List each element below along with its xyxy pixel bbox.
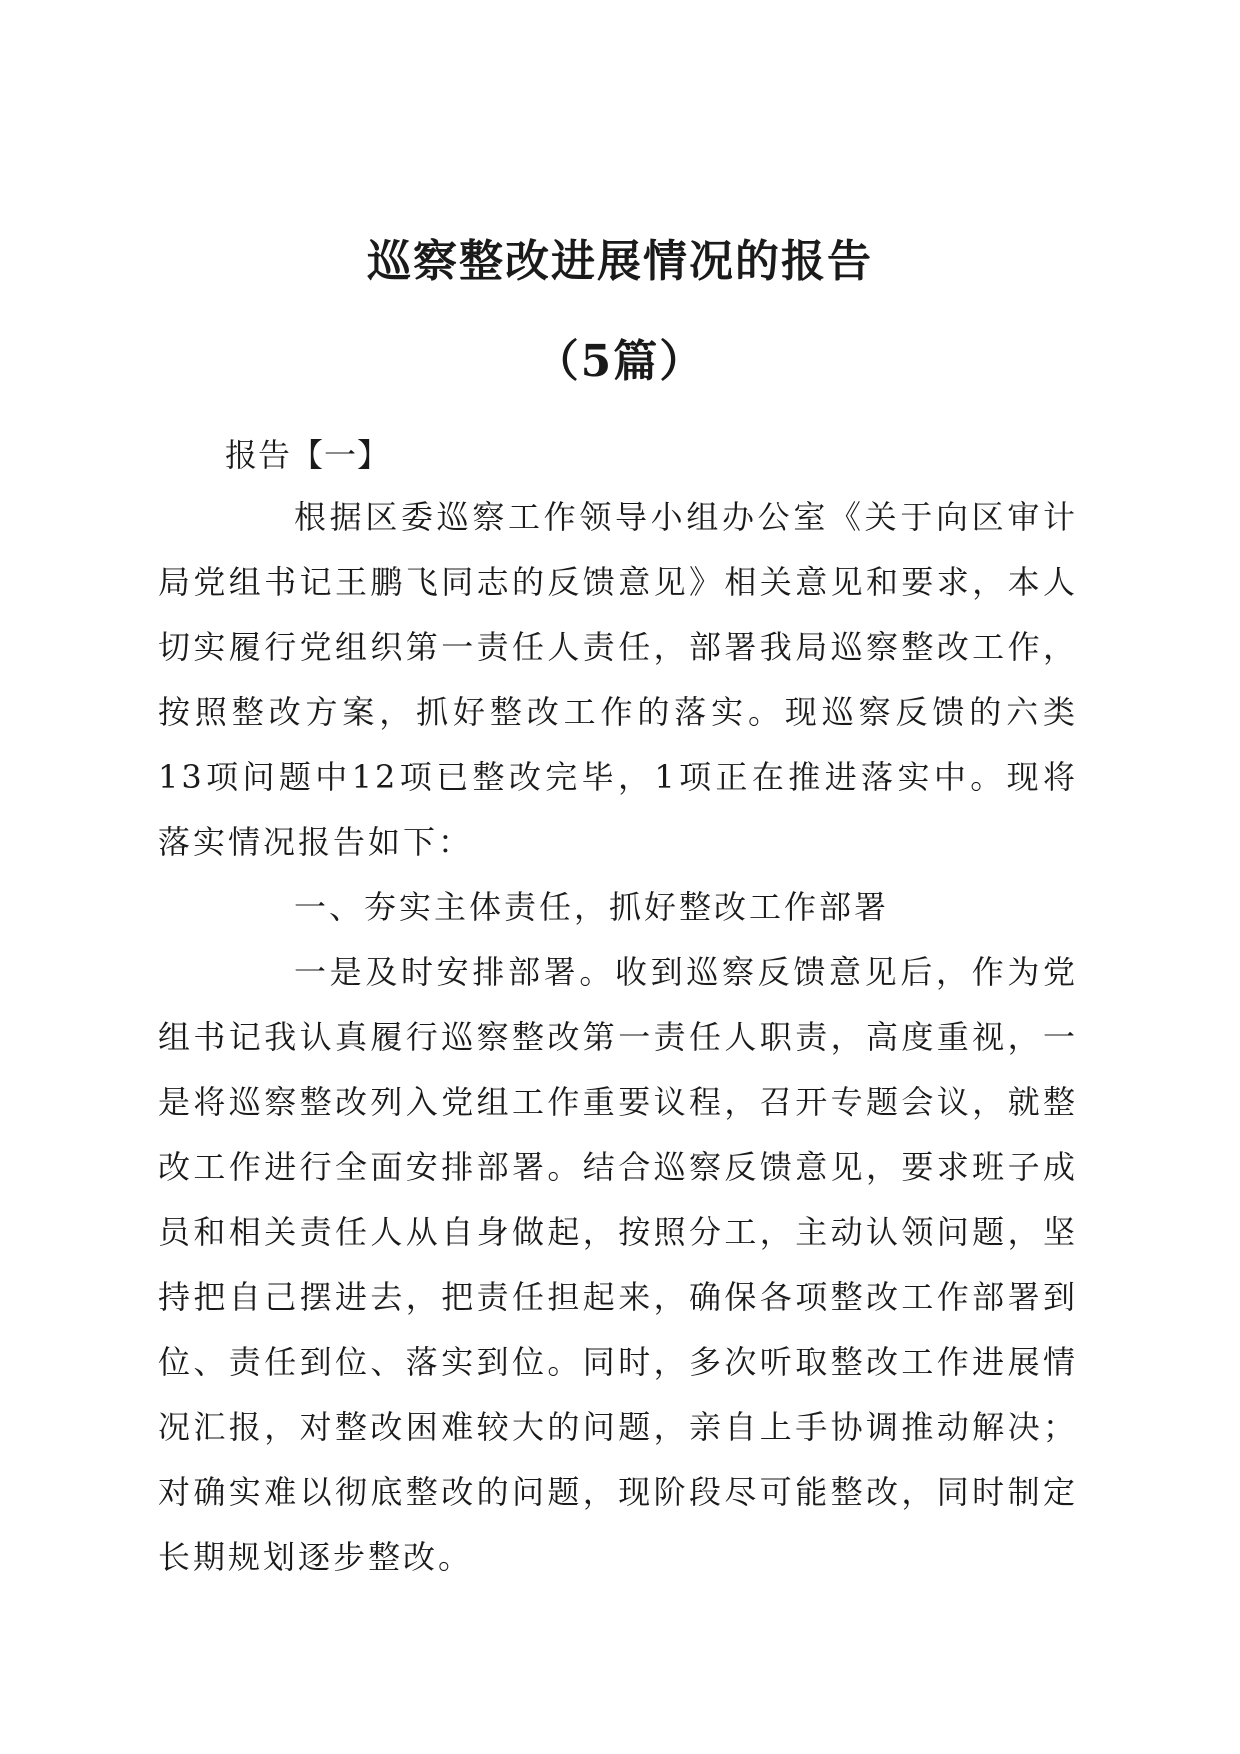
section-label: 报告【一】 (225, 436, 391, 474)
document-body (158, 485, 1078, 1590)
document-title: 巡察整改进展情况的报告 (367, 236, 873, 287)
document-subtitle: （5篇） (534, 336, 706, 387)
paragraph-deployment: 一是及时安排部署。收到巡察反馈意见后，作为党组书记我认真履行巡察整改第一责任人职责，高度重视，一是将巡察整改列入党组工作重要议程，召开专题会议，就整改工作进行全面安排部署。结合巡察反馈意见，要求班子成员和相关责任人从自身做起，按照分工，主动认领问题，坚持把自己摆进去，把责任担起来，确保各项整改工作部署到位、责任到位、落实到位。同时，多次听取整改工作进展情况汇报，对整改困难较大的问题，亲自上手协调推动解决；对确实难以彻底整改的问题，现阶段尽可能整改，同时制定长期规划逐步整改。 (158, 953, 1078, 1576)
section-heading: 一、夯实主体责任，抓好整改工作部署 (294, 888, 890, 926)
paragraph-intro: 根据区委巡察工作领导小组办公室《关于向区审计局党组书记王鹏飞同志的反馈意见》相关意见和要求，本人切实履行党组织第一责任人责任，部署我局巡察整改工作，按照整改方案，抓好整改工作的落实。现巡察反馈的六类13项问题中12项已整改完毕，1项正在推进落实中。现将落实情况报告如下： (158, 498, 1078, 861)
